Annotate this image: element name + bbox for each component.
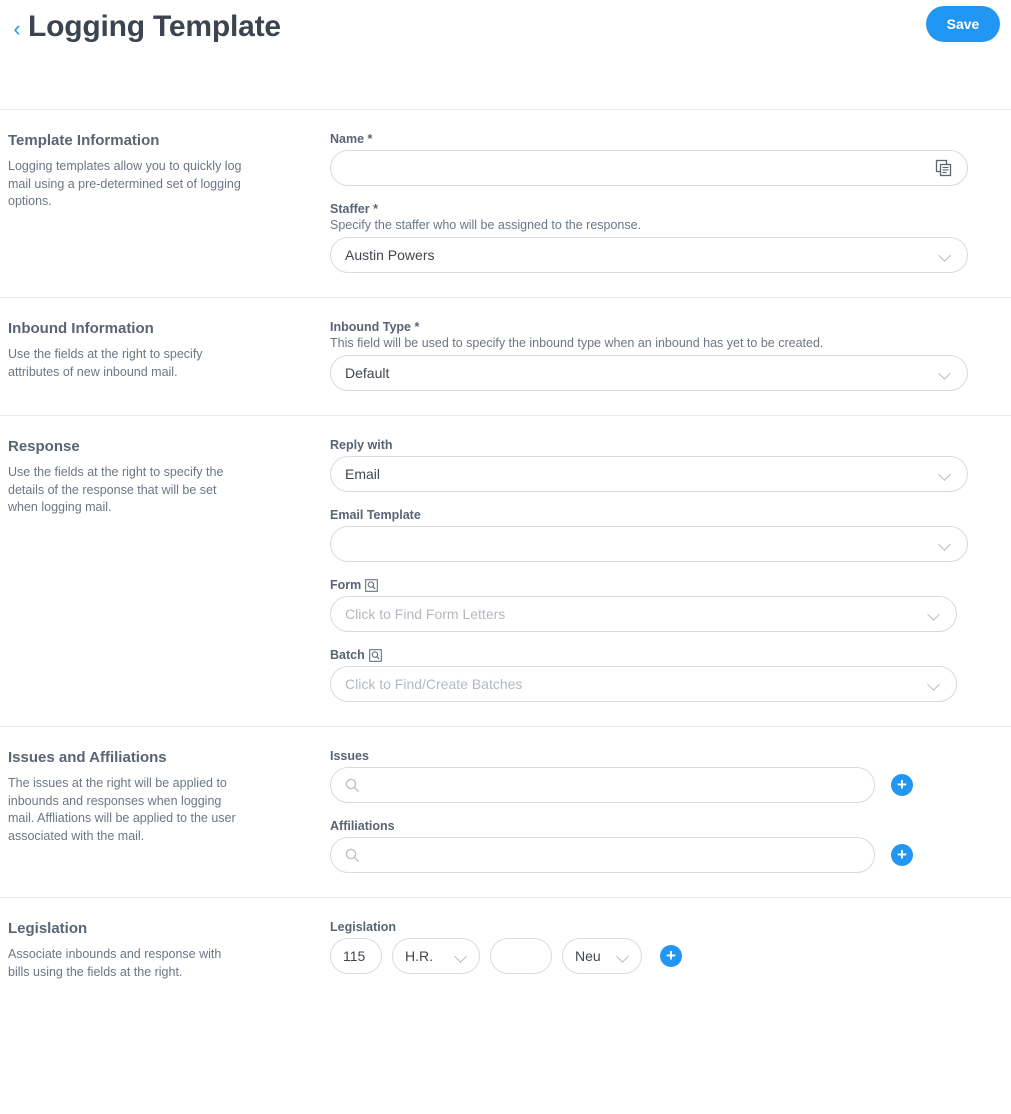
- legislation-congress-value: 115: [343, 948, 366, 964]
- section-inbound-information: [0, 298, 1011, 416]
- section-fields: [330, 749, 1011, 873]
- section-fields: [330, 438, 1011, 702]
- section-description-block: [0, 749, 330, 873]
- legislation-number-input[interactable]: [490, 938, 552, 974]
- search-icon: [345, 778, 360, 793]
- field-inbound-type: [330, 320, 969, 391]
- inbound-type-select[interactable]: [330, 355, 968, 391]
- chevron-down-icon[interactable]: [939, 537, 953, 551]
- section-title: Issues and Affiliations: [8, 749, 167, 766]
- section-response: [0, 416, 1011, 727]
- issues-label: Issues: [330, 749, 369, 763]
- section-description: Logging templates allow you to quickly log mail using a pre-determined set of logging options.: [8, 159, 242, 208]
- field-staffer: [330, 202, 969, 273]
- issues-search-input[interactable]: [330, 767, 875, 803]
- email-template-label: Email Template: [330, 508, 421, 522]
- reply-with-select[interactable]: [330, 456, 968, 492]
- legislation-congress-input[interactable]: [330, 938, 382, 974]
- chevron-down-icon[interactable]: [928, 677, 942, 691]
- batch-label: [330, 648, 969, 662]
- chevron-left-icon[interactable]: ‹: [13, 16, 21, 41]
- inbound-type-label: Inbound Type *: [330, 320, 420, 334]
- affiliations-label: Affiliations: [330, 819, 395, 833]
- copy-icon[interactable]: [935, 159, 953, 177]
- form-label-text: Form: [330, 578, 362, 592]
- add-issue-button[interactable]: +: [891, 774, 913, 796]
- batch-select-placeholder: Click to Find/Create Batches: [345, 676, 523, 692]
- section-description: Associate inbounds and response with bills using the fields at the right.: [8, 947, 222, 979]
- field-issues: [330, 749, 969, 803]
- legislation-chamber-value: H.R.: [405, 948, 433, 964]
- chevron-down-icon[interactable]: [939, 467, 953, 481]
- field-email-template: [330, 508, 969, 562]
- section-description: Use the fields at the right to specify the details of the response that will be set when logging mail.: [8, 465, 224, 514]
- issues-row: [330, 767, 969, 803]
- section-description-block: [0, 920, 330, 981]
- section-title: Legislation: [8, 920, 88, 937]
- save-button[interactable]: Save: [926, 6, 1000, 42]
- section-fields: [330, 132, 1011, 273]
- magnifier-icon[interactable]: [365, 579, 378, 592]
- section-description-block: [0, 320, 330, 391]
- section-description-block: [0, 438, 330, 702]
- section-title: Inbound Information: [8, 320, 154, 337]
- affiliations-row: [330, 837, 969, 873]
- field-form: [330, 578, 969, 632]
- reply-with-select-value: Email: [345, 466, 381, 482]
- legislation-label: Legislation: [330, 920, 396, 934]
- chevron-down-icon[interactable]: [939, 366, 953, 380]
- reply-with-label: Reply with: [330, 438, 393, 452]
- form-select-placeholder: Click to Find Form Letters: [345, 606, 506, 622]
- section-title: Response: [8, 438, 80, 455]
- batch-label-text: Batch: [330, 648, 365, 662]
- section-description: Use the fields at the right to specify attributes of new inbound mail.: [8, 347, 203, 379]
- section-description: The issues at the right will be applied to inbounds and responses when logging mail. Affliations will be applied to the user associated with the mail.: [8, 776, 236, 843]
- name-input[interactable]: [330, 150, 968, 186]
- chevron-down-icon[interactable]: [939, 248, 953, 262]
- section-legislation: [0, 898, 1011, 1005]
- chevron-down-icon[interactable]: [455, 949, 469, 963]
- add-legislation-button[interactable]: +: [660, 945, 682, 967]
- affiliations-search-input[interactable]: [330, 837, 875, 873]
- section-issues-affiliations: [0, 727, 1011, 898]
- form-label: [330, 578, 969, 592]
- add-affiliation-button[interactable]: +: [891, 844, 913, 866]
- staffer-sublabel: Specify the staffer who will be assigned to the response.: [330, 218, 642, 232]
- chevron-down-icon[interactable]: [928, 607, 942, 621]
- chevron-down-icon[interactable]: [617, 949, 631, 963]
- staffer-label: Staffer *: [330, 202, 378, 216]
- search-icon: [345, 848, 360, 863]
- name-label: Name *: [330, 132, 373, 146]
- staffer-select[interactable]: [330, 237, 968, 273]
- section-template-information: [0, 110, 1011, 298]
- legislation-position-select[interactable]: [562, 938, 642, 974]
- page-header: [0, 0, 1011, 110]
- inbound-type-select-value: Default: [345, 365, 390, 381]
- staffer-select-value: Austin Powers: [345, 247, 435, 263]
- email-template-select[interactable]: [330, 526, 968, 562]
- section-description-block: [0, 132, 330, 273]
- field-affiliations: [330, 819, 969, 873]
- inbound-type-sublabel: This field will be used to specify the inbound type when an inbound has yet to be created.: [330, 336, 824, 350]
- field-batch: [330, 648, 969, 702]
- section-fields: [330, 920, 1011, 981]
- batch-select[interactable]: [330, 666, 957, 702]
- field-reply-with: [330, 438, 969, 492]
- field-legislation: [330, 920, 969, 974]
- section-title: Template Information: [8, 132, 160, 149]
- form-select[interactable]: [330, 596, 957, 632]
- legislation-chamber-select[interactable]: [392, 938, 480, 974]
- page-title: Logging Template: [28, 10, 281, 43]
- section-fields: [330, 320, 1011, 391]
- legislation-position-value: Neu: [575, 948, 601, 964]
- magnifier-icon[interactable]: [369, 649, 382, 662]
- legislation-row: [330, 938, 969, 974]
- field-name: [330, 132, 969, 186]
